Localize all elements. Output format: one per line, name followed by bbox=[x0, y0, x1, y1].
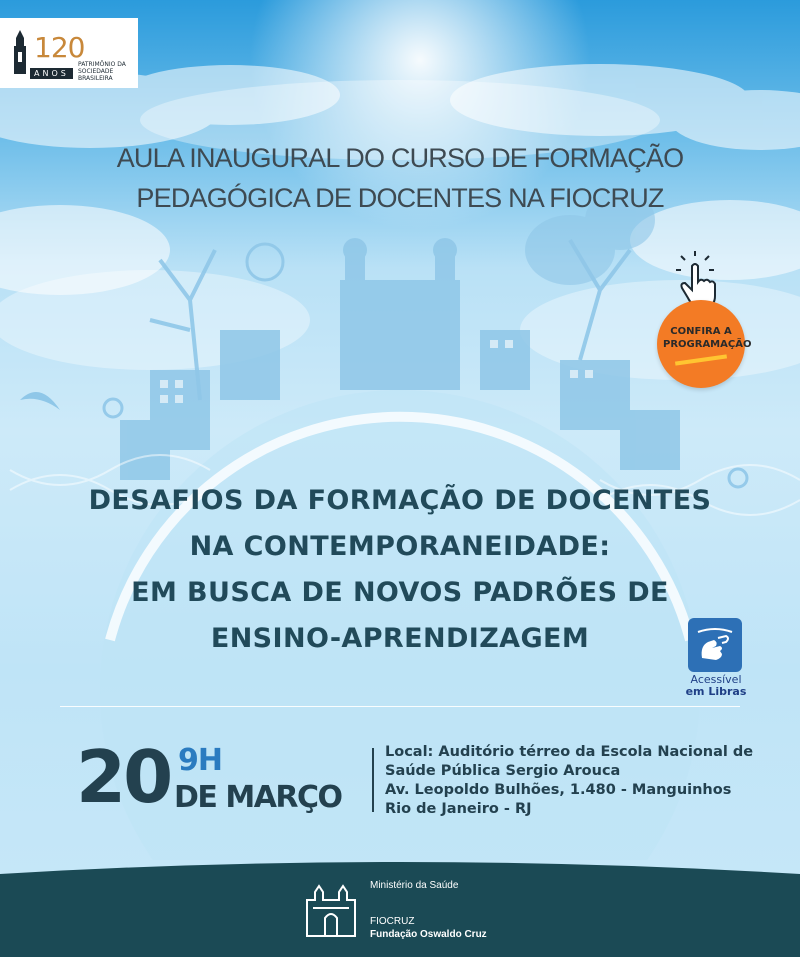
program-button-label: CONFIRA A PROGRAMAÇÃO bbox=[663, 326, 752, 350]
libras-badge bbox=[684, 618, 748, 702]
logo-anos: ANOS bbox=[30, 68, 73, 79]
footer-background bbox=[0, 860, 800, 957]
logo-tagline: PATRIMÔNIO DA SOCIEDADE BRASILEIRA bbox=[78, 61, 126, 82]
organization-label: FIOCRUZ Fundação Oswaldo Cruz bbox=[370, 916, 487, 940]
lecture-title-line-3: EM BUSCA DE NOVOS PADRÕES DE bbox=[131, 577, 669, 608]
lecture-title-line-4: ENSINO-APRENDIZAGEM bbox=[210, 623, 590, 654]
event-time: 9H bbox=[178, 743, 222, 778]
program-button[interactable] bbox=[657, 300, 752, 388]
ministry-label: Ministério da Saúde bbox=[370, 880, 459, 891]
venue-line-2: Saúde Pública Sergio Arouca bbox=[385, 763, 621, 779]
course-title-line-2: PEDAGÓGICA DE DOCENTES NA FIOCRUZ bbox=[136, 183, 664, 213]
lecture-title-line-2: NA CONTEMPORANEIDADE: bbox=[189, 531, 611, 562]
libras-icon-box bbox=[688, 618, 742, 672]
footer bbox=[0, 860, 800, 957]
castle-icon bbox=[10, 26, 30, 74]
venue-line-3: Av. Leopoldo Bulhões, 1.480 - Manguinhos bbox=[385, 782, 732, 798]
venue-separator bbox=[372, 748, 374, 812]
venue-line-4: Rio de Janeiro - RJ bbox=[385, 801, 532, 817]
lecture-title bbox=[0, 478, 800, 662]
sign-language-icon bbox=[688, 618, 742, 672]
anniversary-logo bbox=[0, 18, 138, 88]
venue-line-1: Local: Auditório térreo da Escola Nacional de bbox=[385, 744, 754, 760]
course-title bbox=[0, 138, 800, 218]
event-month: DE MARÇO bbox=[174, 780, 342, 815]
logo-number: 120 bbox=[34, 31, 85, 64]
fiocruz-castle-icon bbox=[303, 878, 359, 938]
libras-label: Acessível em Libras bbox=[685, 673, 747, 698]
event-venue bbox=[385, 743, 765, 819]
course-title-line-1: AULA INAUGURAL DO CURSO DE FORMAÇÃO bbox=[116, 143, 684, 173]
program-button-stripe bbox=[675, 354, 727, 365]
event-day: 20 bbox=[76, 735, 171, 819]
lecture-title-line-1: DESAFIOS DA FORMAÇÃO DE DOCENTES bbox=[88, 485, 712, 516]
section-divider bbox=[60, 706, 740, 707]
